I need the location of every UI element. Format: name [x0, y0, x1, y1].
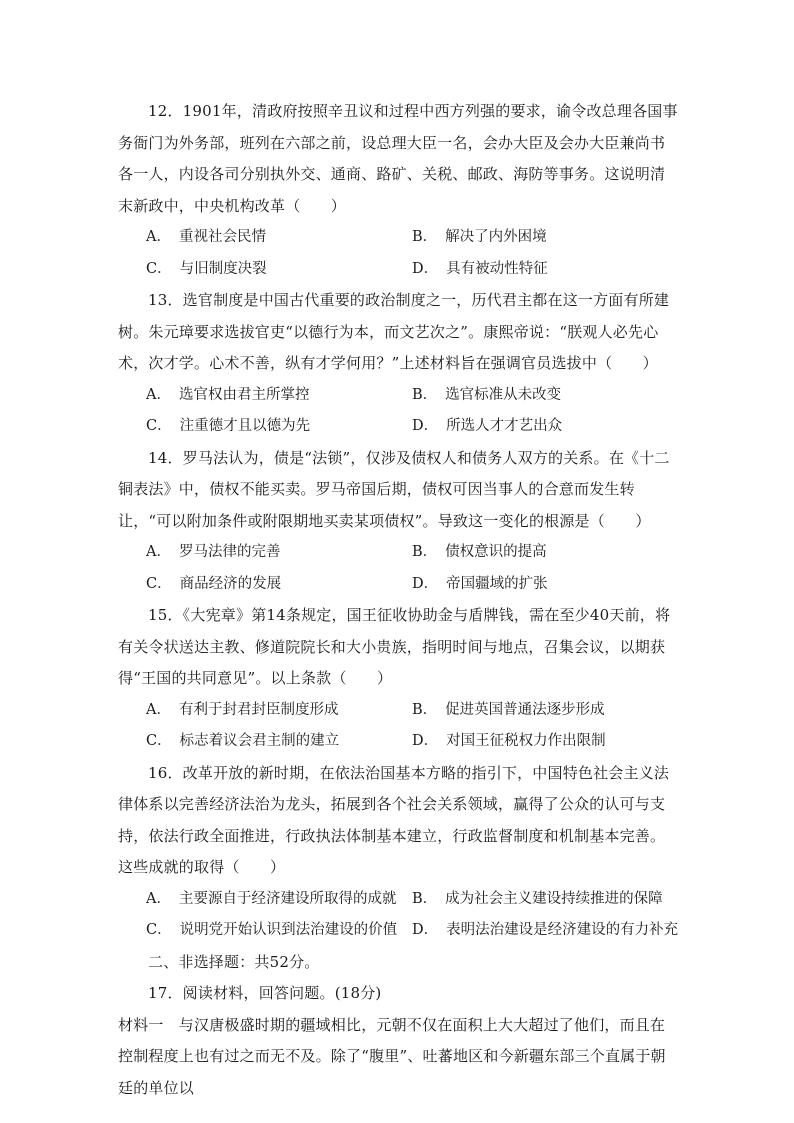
option-letter: A．	[146, 701, 171, 718]
option-b	[412, 695, 706, 727]
option-letter: D．	[412, 418, 439, 434]
option-letter: B．	[412, 890, 438, 907]
option-d	[412, 411, 706, 443]
question-13-options	[118, 380, 678, 443]
option-b	[412, 884, 706, 916]
option-letter: D．	[412, 733, 439, 749]
option-c	[146, 726, 412, 758]
option-text: 促进英国普通法逐步形成	[445, 701, 605, 718]
option-letter: B．	[412, 544, 438, 560]
option-text: 表明法治建设是经济建设的有力补充	[446, 922, 679, 938]
option-d	[412, 726, 706, 758]
option-letter: C．	[146, 260, 172, 277]
question-15-options	[118, 695, 678, 758]
question-12-options	[118, 222, 678, 285]
option-letter: C．	[146, 733, 172, 749]
material-one: 材料一 与汉唐极盛时期的疆域相比，元朝不仅在面积上大大超过了他们，而且在控制程度上也有过之而无不及。除了“腹里”、吐蕃地区和今新疆东部三个直属于朝廷的单位以	[118, 1015, 666, 1097]
question-13-stem: 13．选官制度是中国古代重要的政治制度之一，历代君主都在这一方面有所建树。朱元璋要求选拔官吏“以德行为本，而文艺次之”。康熙帝说：“朕观人必先心术，次才学。心术不善，纵有才学何用？”上述材料旨在强调官员选拔中（ ）	[118, 291, 670, 372]
option-letter: C．	[146, 418, 172, 434]
question-14-options	[118, 537, 678, 600]
option-c	[146, 915, 412, 947]
option-text: 所选人才才艺出众	[446, 418, 563, 434]
option-b	[412, 537, 706, 569]
question-14-stem: 14．罗马法认为，债是“法锁”，仅涉及债权人和债务人双方的关系。在《十二铜表法》中，债权不能买卖。罗马帝国后期，债权可因当事人的合意而发生转让，“可以附加条件或附限期地买卖某项债权”。导致这一变化的根源是（ ）	[118, 448, 670, 530]
option-text: 罗马法律的完善	[178, 544, 281, 560]
option-text: 标志着议会君主制的建立	[179, 733, 340, 749]
option-text: 说明党开始认识到法治建设的价值	[179, 922, 398, 938]
question-16-stem: 16．改革开放的新时期，在依法治国基本方略的指引下，中国特色社会主义法律体系以完善经济法治为龙头，拓展到各个社会关系领域，赢得了公众的认可与支持，依法行政全面推进，行政执法体制基本建立，行政监督制度和机制基本完善。这些成就的取得（ ）	[118, 763, 670, 876]
option-a	[146, 222, 412, 254]
option-letter: A．	[146, 890, 171, 907]
section-heading: 二、非选择题：共52分。	[148, 952, 320, 971]
option-d	[412, 569, 706, 601]
option-text: 选官标准从未改变	[445, 386, 562, 403]
option-a	[146, 380, 412, 412]
question-17-title: 17．阅读材料，回答问题。(18分)	[148, 984, 382, 1002]
option-text: 成为社会主义建设持续推进的保障	[445, 890, 663, 907]
option-b	[412, 380, 706, 412]
option-letter: B．	[412, 229, 438, 245]
option-text: 帝国疆域的扩张	[446, 575, 548, 592]
option-letter: A．	[146, 229, 171, 245]
option-d	[412, 254, 706, 286]
question-16-options	[118, 884, 678, 947]
option-text: 对国王征税权力作出限制	[446, 733, 606, 749]
page-content	[118, 96, 678, 1104]
option-letter: D．	[412, 575, 439, 592]
option-text: 商品经济的发展	[179, 575, 282, 592]
option-letter: D．	[412, 260, 439, 277]
option-letter: B．	[412, 701, 438, 718]
question-12-stem: 12．1901年，清政府按照辛丑议和过程中西方列强的要求，谕令改总理各国事务衙门为外务部，班列在六部之前，设总理大臣一名，会办大臣及会办大臣兼尚书各一人，内设各司分别执外交、通商、路矿、关税、邮政、海防等事务。这说明清末新政中，中央机构改革（ ）	[118, 102, 678, 215]
option-letter: A．	[146, 544, 171, 560]
option-text: 债权意识的提高	[445, 544, 547, 560]
option-text: 注重德才且以德为先	[179, 418, 311, 434]
option-letter: C．	[146, 575, 172, 592]
option-text: 与旧制度决裂	[179, 260, 267, 277]
question-15-stem: 15．《大宪章》第14条规定，国王征收协助金与盾牌钱，需在至少40天前，将有关令状送达主教、修道院院长和大小贵族，指明时间与地点，召集会议，以期获得“王国的共同意见”。以上条款（ ）	[118, 606, 671, 687]
option-a	[146, 695, 412, 727]
option-text: 主要源自于经济建设所取得的成就	[178, 890, 397, 907]
option-letter: C．	[146, 922, 172, 938]
option-text: 具有被动性特征	[446, 260, 548, 277]
option-text: 重视社会民情	[178, 229, 266, 245]
option-d	[412, 915, 706, 947]
option-text: 选官权由君主所掌控	[178, 386, 310, 403]
option-b	[412, 222, 706, 254]
option-text: 解决了内外困境	[445, 229, 547, 245]
option-c	[146, 411, 412, 443]
option-letter: D．	[412, 922, 439, 938]
option-text: 有利于封君封臣制度形成	[178, 701, 339, 718]
option-letter: B．	[412, 386, 438, 403]
option-letter: A．	[146, 386, 171, 403]
option-a	[146, 884, 412, 916]
option-c	[146, 569, 412, 601]
option-a	[146, 537, 412, 569]
option-c	[146, 254, 412, 286]
